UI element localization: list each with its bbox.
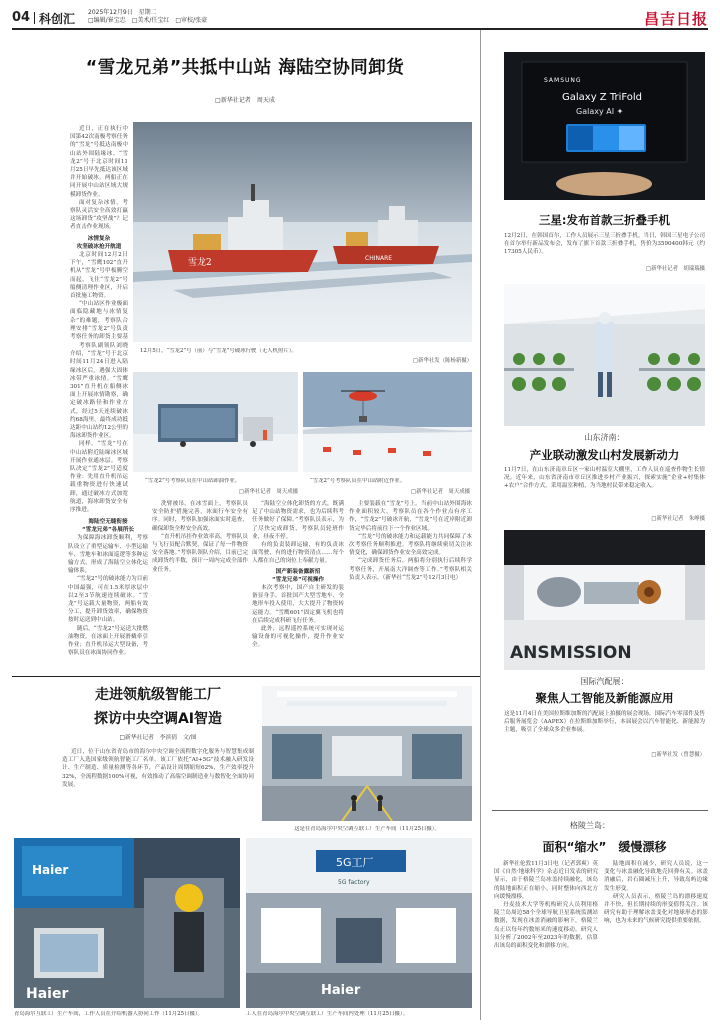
photo-credit-mid-left: □新华社记者 周天成摄	[239, 489, 298, 495]
intro-paragraph: 面对复杂冰情，考察队灵活安全高效打赢这场卸货“攻坚战”？记者直击作业现场。	[70, 199, 128, 231]
haier-brand-text: Haier	[321, 983, 361, 998]
body-paragraph: 丹麦技术大学等机构研究人员利用格陵兰岛周边58个全球导航卫星系统监测站数据，发现在冰盖消融的影响下，格陵兰岛正以每年约数厘米的速度移动。研究人员分析了2002年至2023年的数据，估算出该岛的面积变化和漂移方向。	[494, 902, 598, 950]
editor-line: □编辑/崔宝忠 □美术/任宝红 □审校/张豪	[88, 17, 208, 24]
5g-sign-text: 5G工厂	[336, 856, 374, 869]
body-paragraph: 考察队副领队刘晓介绍，“雪龙”号于北京时间11月24日进入陆缘冰区后，遇强大固体冰带严重冰情。“雪鹰301”直升机在船侧冰面上开展冰情勘察，确定破冰路径和作业方式，经过5天连续破冰约68海里，最终成功抵达距中山站约12公里的海冰卸货作业区。	[70, 343, 128, 440]
photo-helicopter	[303, 372, 472, 472]
sidebar-news4-title: 面积“缩水” 缓慢漂移	[542, 840, 667, 854]
sidebar-news1-body: 12月2日，在韩国首尔，工作人员展示三星三折叠手机。当日，韩国三星电子公司在首尔举行新品发布会，发布了旗下首款三折叠手机，售价为3590400韩元（约17305人民币）。	[504, 233, 705, 256]
main-byline: □新华社记者 周天成	[215, 97, 275, 104]
ship-hull-label: CHINARE	[365, 255, 393, 262]
5g-sign-subtext: 5G factory	[338, 879, 370, 886]
photo-5g-factory	[246, 838, 472, 1008]
body-paragraph: “完成卸货任务后，两船将分别执行后续科学考察任务，开展南大洋调查等工作。”考察队相关负责人表示。（新华社“雪龙2”号12月3日电）	[349, 558, 472, 581]
body-paragraph: 北京时间12月2日下午，“雪鹰102”直升机从“雪龙”号甲板腾空而起，飞往“雪龙2”号船侧清理作业区，开启首批施工物资。	[70, 252, 128, 300]
intro-paragraph: 近日，正在执行中国第42次南极考察任务的“雪龙”号抵达南极中山站外围陆缘冰。“雪龙2”号于北京时间11月25日早先抵达该区域并开始破冰。两船正在同开展中山站区域大规模卸货作业。	[70, 126, 128, 198]
main-col-4	[152, 500, 248, 670]
body-paragraph: 有的负责装卸运输，有的负责冰面驾驶，有的进行物资清点……每个人都在自己的岗位上奉献力量。	[252, 542, 344, 565]
header-divider	[34, 12, 35, 24]
photo-caption-mid-left: “雪龙2”号考察队员在中山站卸油作业。	[145, 478, 241, 484]
lower-body	[62, 748, 254, 826]
sidebar-news4-kicker: 格陵兰岛：	[570, 821, 610, 830]
photo-caption-mid-right: “雪龙2”号考察队员在中山站附近作业。	[310, 478, 406, 484]
section-name: 科创汇	[39, 12, 76, 26]
body-paragraph: 为保障海冰卸货顺利，考察队设立了重型运输车、小型运输车、雪地车和冰面巡逻等多种运输方式，形成了海陆空立体化运输体系。	[68, 535, 148, 575]
issue-weekday: 星期二	[138, 9, 157, 16]
photo-icebreakers	[133, 122, 472, 342]
photo-samsung-trifold	[504, 52, 705, 200]
body-paragraph: 新华社伦敦11月3日电（记者郭爽）英国《自然·地球科学》杂志近日发表的研究显示，由于格陵兰岛冰盖持续融化，该岛的陆地面积正在缩小，同时整体向西北方向缓慢漂移。	[494, 861, 598, 900]
body-paragraph: 近日，位于山东省青岛市的海尔中央空调全流程数字化服务与智慧集成制造工厂入选国家级领航智能工厂名单。该工厂依托“AI+5G”技术融入研发设计、生产制造、质量检测等各环节，产品设计周期缩短62%，生产效率提升32%，全流程数据100%可视，有效推动了高端空调制造业与数智化全面协同发展。	[62, 749, 254, 788]
subhead: 攻坚破冰抢开航道	[76, 243, 122, 250]
header-meta	[88, 9, 207, 25]
page-number: 04	[12, 10, 31, 25]
photo-caption-factory-2: 青岛海尔互联工厂生产车间，工作人员在介绍机器人协同工作（11月25日摄）。	[14, 1011, 203, 1017]
sidebar-news3-body: 这是11月4日在美国拉斯维加斯的汽配展上拍摄的展会现场。国际汽车零部件及售后服务展览会（AAPEX）在拉斯维加斯举行，本届展会以汽车智能化、新能源为主题，吸引了全球众多企业参展。	[504, 711, 705, 734]
page-header	[12, 6, 708, 28]
body-paragraph: “中山站区作业极面面临隐藏地与冰情复杂”的难题，考察队合理安排“雪龙2”号负责考察任务的卸货主要基	[70, 301, 128, 340]
body-paragraph: 随后，“雪龙2”号运送大批燃油物资，在冰面上开展滑橇牵引作业；直升机吊运大型设备，考察队员在冰面协同作业。	[68, 625, 148, 657]
sidebar-news3-kicker: 国际汽配展：	[580, 677, 629, 686]
haier-logo-text: Haier	[26, 986, 69, 1002]
issue-date: 2025年12月9日	[88, 9, 133, 16]
banner-ai-text: Galaxy AI ✦	[576, 107, 624, 116]
photo-caption-factory-3: 工人在青岛海尔中央空调互联工厂生产车间内处理（11月25日摄）。	[246, 1011, 408, 1017]
lower-headline-2: 探访中央空调AI智造	[93, 711, 223, 727]
body-paragraph: 研究人员表示，格陵兰岛的漂移速度并不快，但长期持续的形变值得关注。该研究有助于理解冰盖变化对地球形态的影响，也为未来的气候研究提供重要依据。	[604, 893, 708, 925]
sidebar-news2-body: 11月7日，在山东济南章丘区一家山村温室大棚里，工作人员在巡查作物生长情况。近年来，山东省济南市章丘区推进乡村产业振兴，探索实施“企业+村集体+农户”合作方式，采用温室种植，为当地村民带来稳定收入。	[504, 467, 705, 490]
expo-wall-text: ANSMISSION	[510, 643, 632, 663]
sidebar-news1-title: 三星:发布首款三折叠手机	[538, 213, 671, 227]
body-paragraph: “直升机吊挂作业效率高，考察队员与飞行员配合默契，保证了每一件物资安全落地。”考察队领队介绍，目前已完成卸货约半数，预计一周内完成全部作业任务。	[152, 533, 248, 573]
banner-brand-text: SAMSUNG	[544, 77, 582, 84]
header-rule	[12, 28, 708, 30]
sidebar-news1-credit: □新华社记者 胡瑞瑞摄	[646, 266, 705, 272]
main-col-2	[70, 342, 128, 514]
ship-name-label: 雪龙2	[188, 258, 212, 268]
photo-fuel-operation	[133, 372, 298, 472]
factory-wall-sign: Haier	[32, 863, 69, 877]
lower-headline-1: 走进领航级智能工厂	[95, 687, 221, 703]
lower-byline: □新华社记者 李滨倩 文/图	[119, 735, 197, 741]
main-col-5	[252, 500, 344, 670]
photo-caption-factory-1: 这是在青岛海尔中央空调互联工厂生产车间（11月25日摄）。	[294, 826, 440, 832]
body-paragraph: 此外，远程遥控系统可实现对运输设备的可视化操作，提升作业安全。	[252, 626, 344, 649]
main-col-6	[349, 500, 472, 670]
body-paragraph: 陆地面积在减少，研究人员说，这一变化与冰盖融化导致地壳回弹有关。冰盖消融后，岩石圈减压上升，导致岛屿边缘发生形变。	[604, 861, 708, 892]
sidebar-news4-col2	[604, 860, 708, 1016]
banner-model-text: Galaxy Z TriFold	[562, 92, 642, 103]
main-col-3	[68, 518, 148, 670]
photo-auto-expo	[504, 530, 705, 670]
body-paragraph: 本次考察中，国产自主研发的装备显身手。首批国产大型雪地车、全地形车投入使用，大大提升了物资转运能力。“雪鹰601”固定翼飞机也将在后续完成科研飞行任务。	[252, 585, 344, 624]
main-headline: “雪龙兄弟”共抵中山站 海陆空协同卸货	[85, 58, 405, 78]
body-paragraph: “雪龙”号的破冰能力和运载能力共同保障了本次考察任务顺利推进。考察队将继续密切关注冰情变化，确保卸货作业安全高效完成。	[349, 533, 472, 557]
body-paragraph: “海陆空立体化卸货的方式，既满足了中山站物资需求，也为后续科考任务做好了保障。”考察队员表示，为了尽快完成卸货，考察队员轮班作业，昼夜不停。	[252, 501, 344, 540]
section-rule	[12, 676, 480, 677]
subhead: 国产新装备露新招	[275, 568, 321, 575]
body-paragraph: 主要装载在“雪龙”号上。当前中山站外围海冰作业面积较大，考察队员在各个作业点有序工作，“雪龙2”号破冰开航，“雪龙”号在近岸附近卸货完毕后将前往下一个作业区域。	[349, 501, 472, 532]
photo-factory-robots	[14, 838, 240, 1008]
main-col-1	[70, 125, 128, 340]
sidebar-news2-title: 产业联动激发山村发展新动力	[529, 448, 680, 462]
subhead: “雪龙兄弟”可视操作	[271, 576, 325, 583]
sidebar-news2-kicker: 山东济南：	[584, 433, 625, 442]
subhead: “雪龙兄弟”各展所长	[81, 527, 135, 534]
column-divider	[480, 30, 481, 1020]
sidebar-rule	[492, 810, 708, 811]
photo-credit-mid-right: □新华社记者 周天成摄	[411, 489, 470, 495]
sidebar-news3-credit: □新华社发（曾慧摄）	[651, 752, 705, 758]
photo-caption-big: 12月5日，“雪龙2”号（前）与“雪龙”号破冰行驶（无人机照片）。	[140, 348, 297, 354]
body-paragraph: 洗臂被吊。在冰雪面上，考察队员安全防护措施完善，冰面行车安全有序。同时，考察队加强冰面实时巡查，确保卸货全程安全高效。	[152, 501, 248, 532]
body-paragraph: 同样，“雪龙”号在中山站附近陆缘冰区域开展作业通冰层。考察队决定“雪龙2”号适度作业：先用直升机吊运载重物资进行快速试卸，通过破冰方式加宽航道，海冰卸货安全有序推进。	[70, 441, 128, 514]
photo-credit-big: □新华社发（陈杨新摄）	[413, 358, 472, 364]
subhead: 海陆空无缝衔接	[88, 519, 128, 525]
photo-factory-hall	[262, 686, 472, 821]
photo-greenhouse	[504, 284, 705, 426]
subhead: 冰情复杂	[87, 235, 111, 242]
sidebar-news3-title: 聚焦人工智能及新能源应用	[535, 691, 674, 705]
masthead: 昌吉日报	[643, 10, 708, 28]
body-paragraph: “雪龙2”号的破冰能力为目前中国最强，可在1.5米厚冰层中以2至3节航速连续破冰。“雪龙”号运载大量物资，两船有效分工，提升卸货效率，确保物资按时运送到中山站。	[68, 576, 148, 624]
sidebar-news2-credit: □新华社记者 朱峥摄	[651, 516, 705, 522]
sidebar-news4-col1	[494, 860, 598, 1016]
